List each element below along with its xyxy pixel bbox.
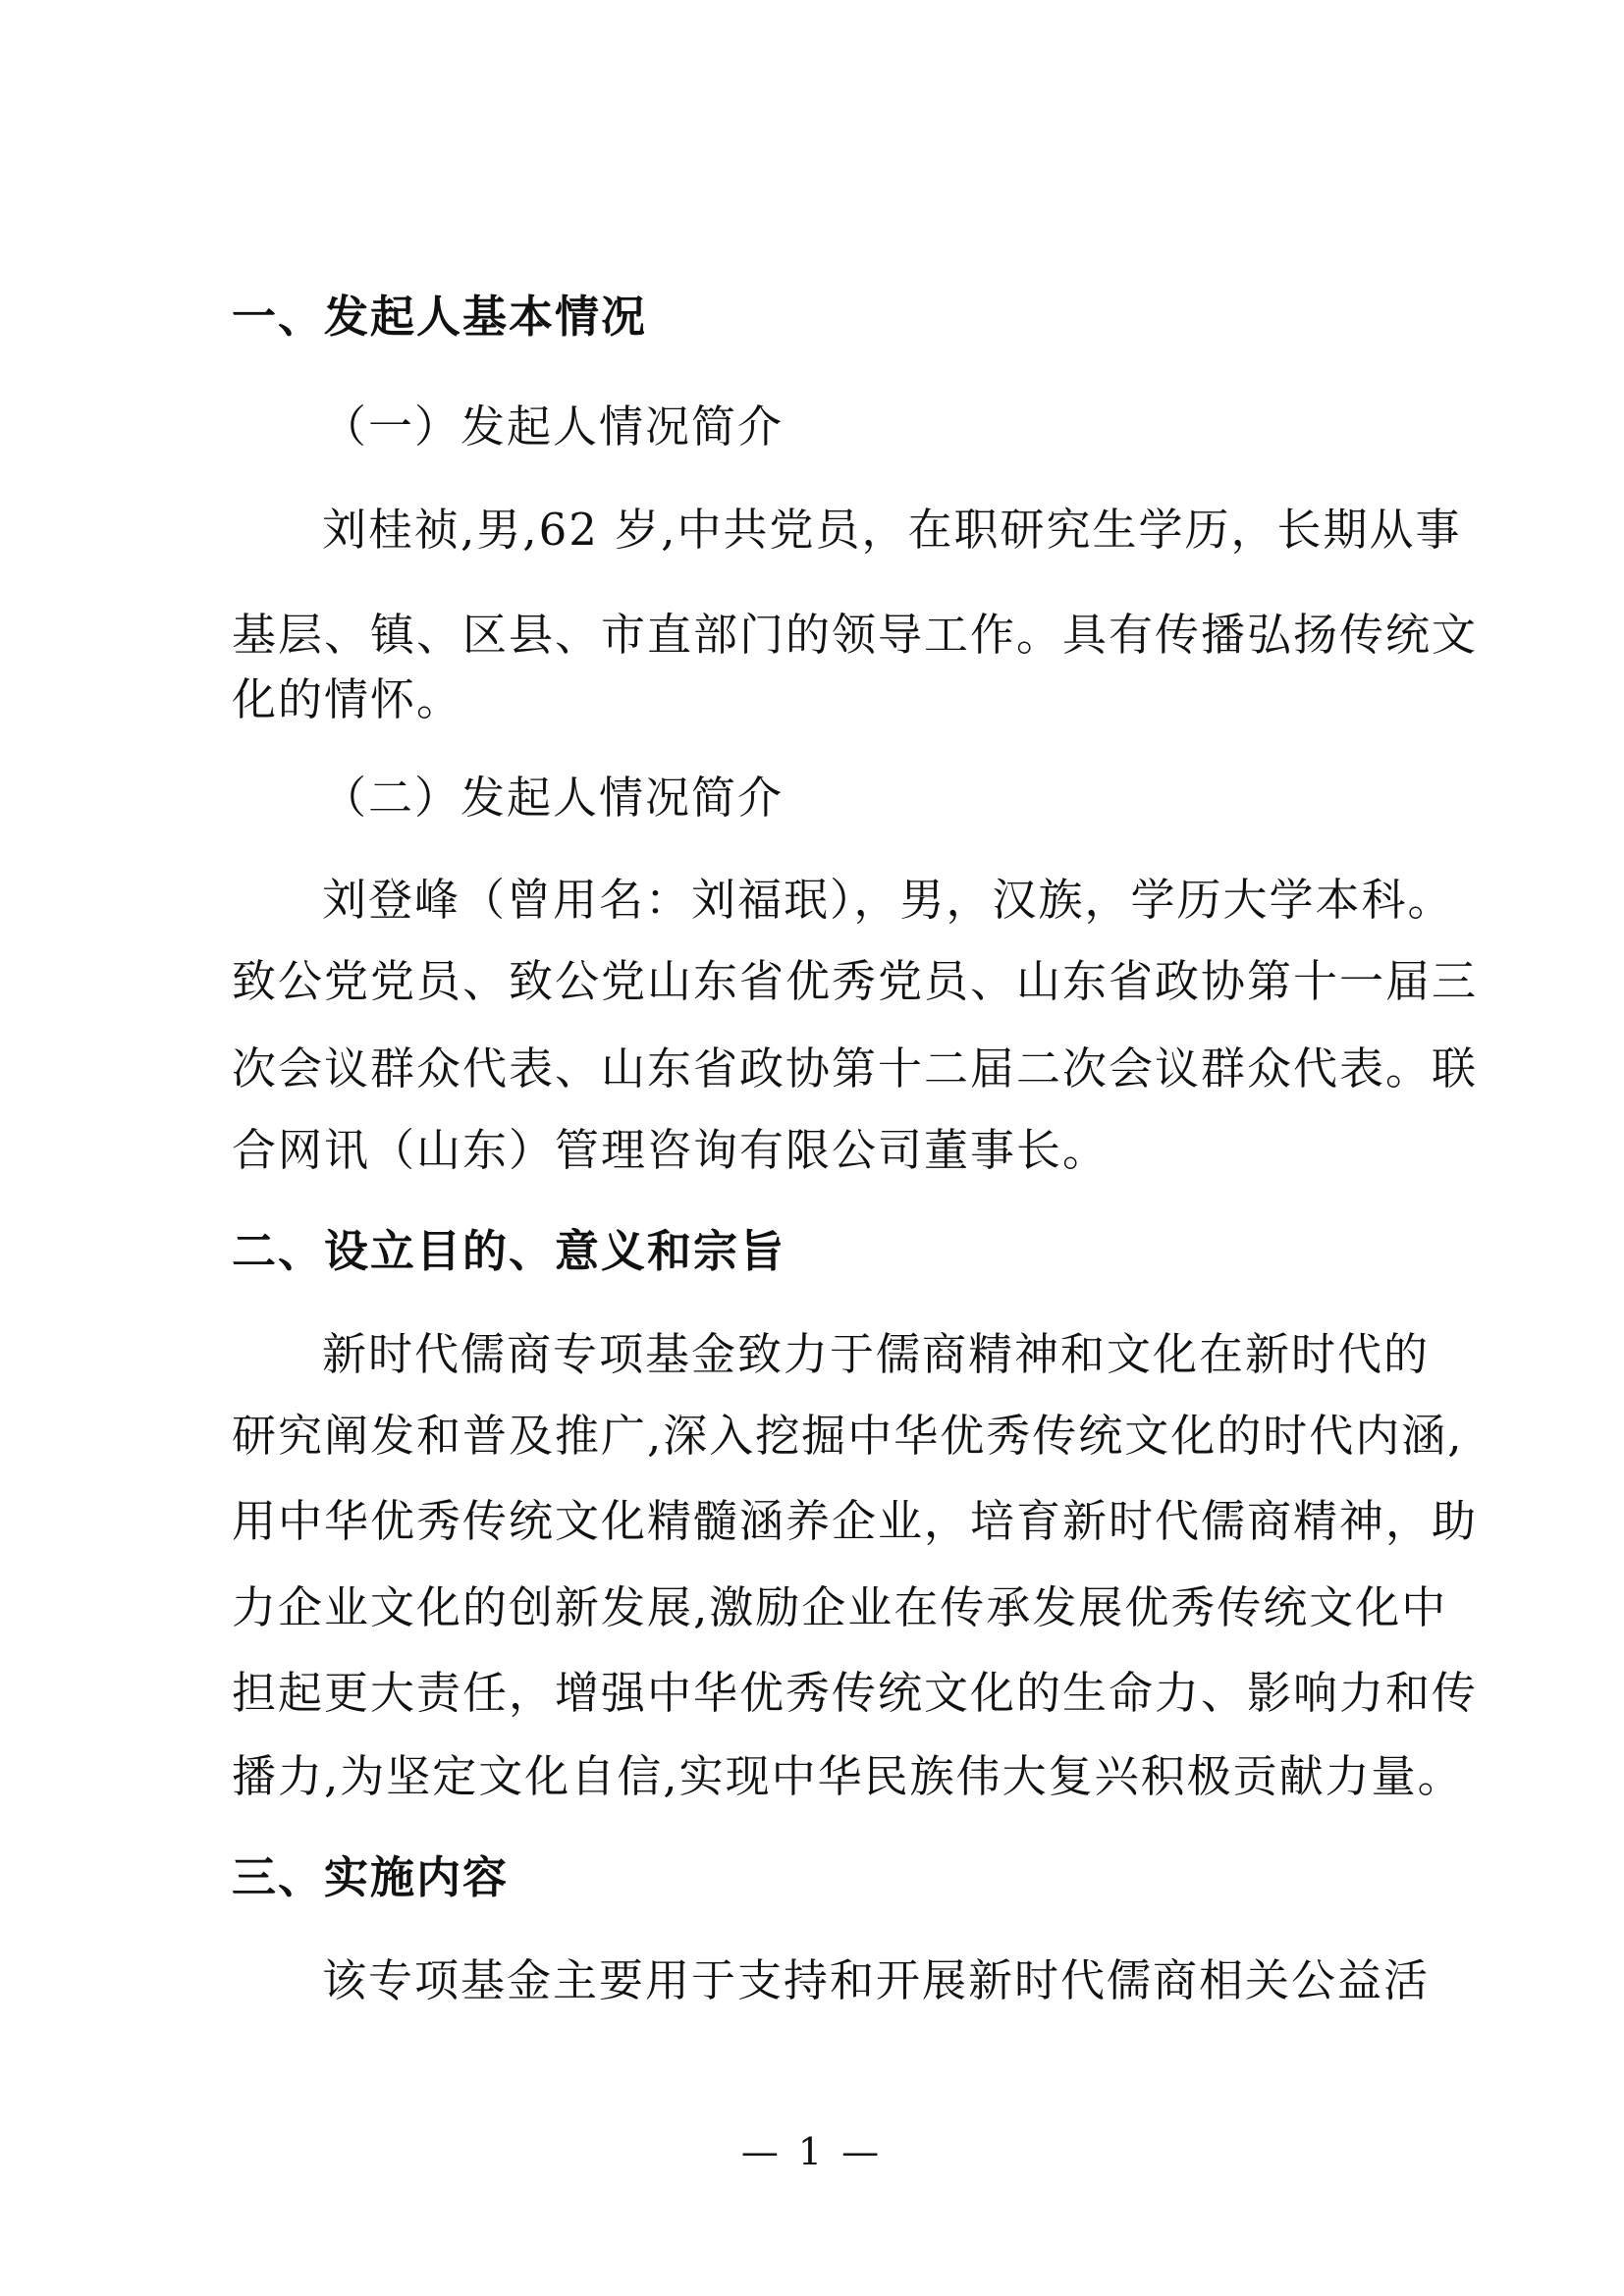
- paragraph-line: 研究阐发和普及推广,深入挖掘中华优秀传统文化的时代内涵,: [232, 1410, 1464, 1462]
- paragraph-line: 基层、镇、区县、市直部门的领导工作。具有传播弘扬传统文: [232, 609, 1479, 661]
- paragraph-line: 新时代儒商专项基金致力于儒商精神和文化在新时代的: [322, 1328, 1431, 1380]
- section-3-heading: 三、实施内容: [232, 1851, 510, 1903]
- paragraph-line: 刘桂祯,男,62 岁,中共党员，在职研究生学历，长期从事: [322, 504, 1462, 556]
- paragraph-line: 次会议群众代表、山东省政协第十二届二次会议群众代表。联: [232, 1042, 1479, 1095]
- paragraph-line: 合网讯（山东）管理咨询有限公司董事长。: [232, 1124, 1110, 1176]
- subsection-2-heading: （二）发起人情况简介: [322, 772, 785, 824]
- paragraph-line: 该专项基金主要用于支持和开展新时代儒商相关公益活: [322, 1954, 1431, 2006]
- paragraph-line: 用中华优秀传统文化精髓涵养企业，培育新时代儒商精神，助: [232, 1495, 1479, 1547]
- paragraph-line: 刘登峰（曾用名：刘福珉），男，汉族，学历大学本科。: [322, 874, 1454, 926]
- subsection-1-heading: （一）发起人情况简介: [322, 400, 785, 453]
- paragraph-line: 播力,为坚定文化自信,实现中华民族伟大复兴积极贡献力量。: [232, 1750, 1464, 1802]
- page-number: — 1 —: [740, 2130, 884, 2173]
- section-2-heading: 二、设立目的、意义和宗旨: [232, 1225, 786, 1277]
- paragraph-line: 化的情怀。: [232, 673, 463, 725]
- paragraph-line: 担起更大责任，增强中华优秀传统文化的生命力、影响力和传: [232, 1667, 1479, 1719]
- section-1-heading: 一、发起人基本情况: [232, 291, 648, 343]
- paragraph-line: 致公党党员、致公党山东省优秀党员、山东省政协第十一届三: [232, 955, 1479, 1007]
- paragraph-line: 力企业文化的创新发展,激励企业在传承发展优秀传统文化中: [232, 1581, 1448, 1633]
